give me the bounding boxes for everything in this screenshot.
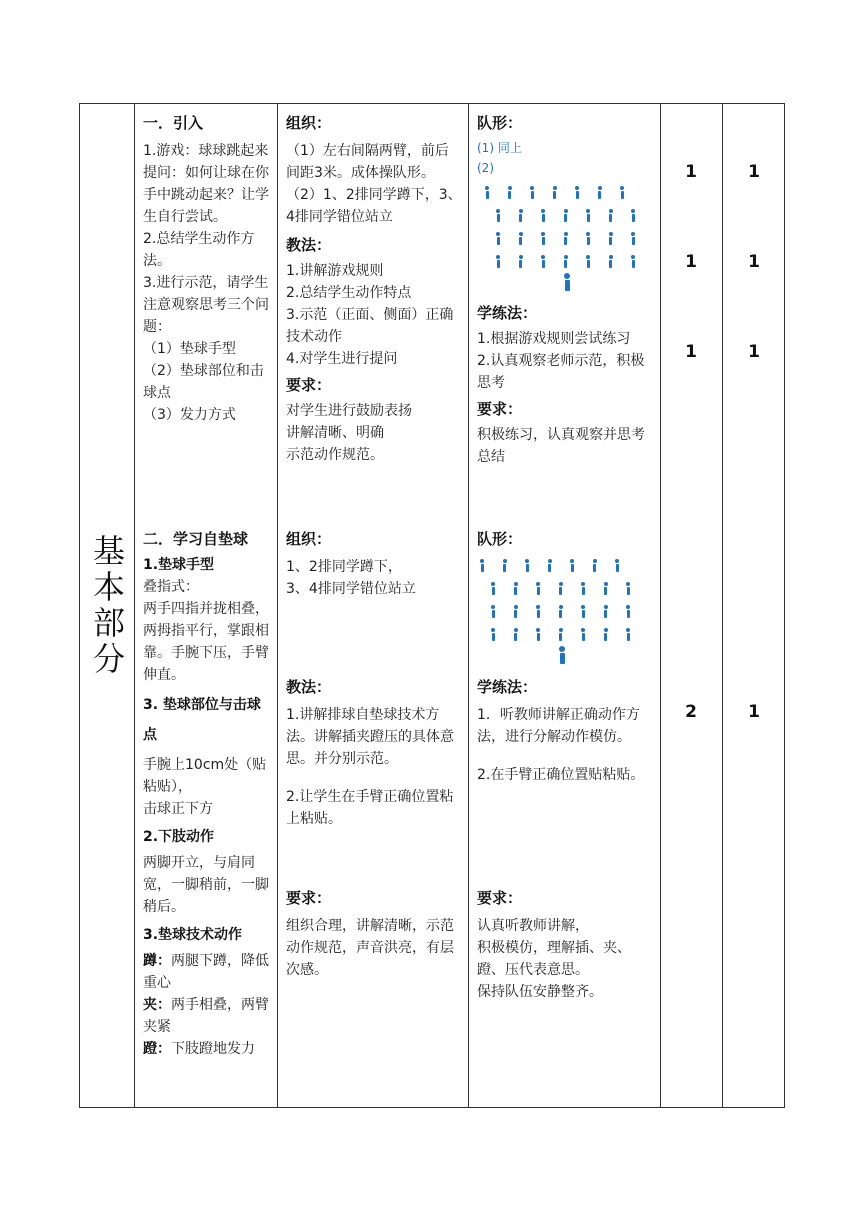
- technique-value: 两手相叠，两臂夹紧: [143, 997, 269, 1035]
- content-line: 1.游戏：球球跳起来: [143, 143, 269, 159]
- technique-key: 蹬：: [143, 1041, 171, 1057]
- technique-item: [143, 1038, 271, 1060]
- part2-content: [143, 528, 271, 1060]
- content-line: （3）发力方式: [143, 407, 236, 423]
- teacher-line: （1）左右间隔两臂，前后间距3米。成体操队形。: [286, 143, 449, 181]
- person-icon: [603, 605, 609, 619]
- student-line: 2.在手臂正确位置贴粘贴。: [477, 767, 645, 783]
- person-icon: [502, 559, 508, 573]
- person-icon: [625, 582, 631, 596]
- person-icon: [585, 209, 591, 223]
- content-line: 两手四指并拢相叠，两拇指平行，掌跟相靠。手腕下压，手臂伸直。: [143, 601, 269, 683]
- student-line: 1．听教师讲解正确动作方法，进行分解动作模仿。: [477, 707, 640, 745]
- person-icon: [603, 628, 609, 642]
- teacher-line: 3.示范（正面、侧面）正确技术动作: [286, 307, 454, 345]
- part2-teacher-method: [286, 676, 462, 830]
- teacher-line: （2）1、2排同学蹲下，3、4排同学错位站立: [286, 187, 462, 225]
- person-icon: [513, 605, 519, 619]
- person-icon: [630, 255, 636, 269]
- person-icon: [608, 209, 614, 223]
- part2-student-method: [477, 676, 654, 786]
- content-line: 击球正下方: [143, 801, 213, 817]
- subheading: 2.下肢动作: [143, 829, 215, 845]
- part2-teacher-org: [286, 528, 462, 600]
- person-icon: [518, 232, 524, 246]
- person-icon: [597, 186, 603, 200]
- teacher-line: 对学生进行鼓励表扬: [286, 403, 412, 419]
- formation-heading: 队形：: [477, 114, 523, 132]
- formation-heading: 队形：: [477, 530, 523, 548]
- teacher-line: 3、4排同学错位站立: [286, 581, 416, 597]
- person-icon: [563, 232, 569, 246]
- person-icon: [490, 605, 496, 619]
- person-icon: [608, 255, 614, 269]
- section-label-cell: [80, 104, 134, 1107]
- person-icon: [574, 186, 580, 200]
- person-icon: [580, 605, 586, 619]
- part1-teacher: [286, 112, 462, 466]
- method-heading: 教法：: [286, 678, 332, 696]
- person-icon: [540, 232, 546, 246]
- person-icon: [529, 186, 535, 200]
- person-icon: [484, 186, 490, 200]
- person-icon: [625, 628, 631, 642]
- technique-item: [143, 994, 271, 1038]
- method-heading: 学练法：: [477, 304, 538, 322]
- subheading: 3. 垫球部位与击球点: [143, 697, 261, 743]
- subheading: 3.垫球技术动作: [143, 927, 243, 943]
- person-icon: [518, 255, 524, 269]
- count-value: 1: [748, 702, 760, 722]
- teacher-line: 1.讲解游戏规则: [286, 263, 384, 279]
- content-line: 2.总结学生动作方法。: [143, 231, 255, 269]
- person-icon: [535, 582, 541, 596]
- organization-heading: 组织：: [286, 114, 332, 132]
- organization-heading: 组织：: [286, 530, 332, 548]
- requirement-heading: 要求：: [477, 889, 523, 907]
- person-icon: [608, 232, 614, 246]
- person-icon: [540, 209, 546, 223]
- teacher-column: [278, 104, 468, 1107]
- part1-title: 一．引入: [143, 114, 204, 132]
- teacher-line: 1.讲解排球自垫球技术方法。讲解插夹蹬压的具体意思。并分别示范。: [286, 707, 454, 767]
- student-line: 积极练习，认真观察并思考总结: [477, 427, 645, 465]
- technique-value: 下肢蹬地发力: [171, 1041, 255, 1057]
- content-line: 两脚开立，与肩同宽，一脚稍前，一脚稍后。: [143, 855, 269, 915]
- formation-note: (2): [477, 161, 494, 175]
- part1-content: [143, 112, 271, 426]
- part2-student-requirement: [477, 887, 654, 1003]
- student-line: 保持队伍安静整齐。: [477, 984, 603, 1000]
- person-icon: [630, 232, 636, 246]
- part1-student-formation: [477, 112, 654, 178]
- person-icon: [540, 255, 546, 269]
- person-icon: [569, 559, 575, 573]
- technique-value: 两腿下蹲，降低重心: [143, 953, 269, 991]
- technique-key: 夹：: [143, 997, 171, 1013]
- content-line: 3.进行示范，请学生注意观察思考三个问题：: [143, 275, 269, 335]
- teacher-line: 讲解清晰、明确: [286, 425, 384, 441]
- time-value: 2: [685, 702, 697, 722]
- person-icon: [585, 255, 591, 269]
- technique-key: 蹲：: [143, 953, 171, 969]
- person-icon: [552, 186, 558, 200]
- time-value: 1: [685, 162, 697, 182]
- requirement-heading: 要求：: [477, 400, 523, 418]
- count-value: 1: [748, 162, 760, 182]
- person-icon: [518, 209, 524, 223]
- person-icon: [513, 628, 519, 642]
- person-icon: [507, 186, 513, 200]
- subheading: 1.垫球手型: [143, 557, 215, 573]
- part2-student-formation: [477, 528, 654, 550]
- person-icon: [524, 559, 530, 573]
- teacher-icon: [558, 646, 566, 664]
- person-icon: [535, 628, 541, 642]
- person-icon: [630, 209, 636, 223]
- person-icon: [625, 605, 631, 619]
- part2-title: 二．学习自垫球: [143, 530, 249, 548]
- person-icon: [614, 559, 620, 573]
- student-line: 认真听教师讲解，: [477, 918, 589, 934]
- person-icon: [495, 255, 501, 269]
- person-icon: [558, 628, 564, 642]
- person-icon: [619, 186, 625, 200]
- teacher-line: 4.对学生进行提问: [286, 351, 398, 367]
- requirement-heading: 要求：: [286, 376, 332, 394]
- person-icon: [495, 209, 501, 223]
- technique-item: [143, 950, 271, 994]
- requirement-heading: 要求：: [286, 889, 332, 907]
- person-icon: [592, 559, 598, 573]
- person-icon: [513, 582, 519, 596]
- person-icon: [580, 582, 586, 596]
- person-icon: [490, 582, 496, 596]
- method-heading: 学练法：: [477, 678, 538, 696]
- count-value: 1: [748, 342, 760, 362]
- person-icon: [547, 559, 553, 573]
- lesson-plan-table: [79, 103, 785, 1108]
- content-line: 手腕上10cm处（贴粘贴），: [143, 757, 267, 795]
- content-line: （2）垫球部位和击球点: [143, 363, 264, 401]
- content-line: 叠指式：: [143, 579, 199, 595]
- teacher-line: 2.总结学生动作特点: [286, 285, 412, 301]
- section-label: 基本部分: [88, 533, 126, 678]
- person-icon: [563, 209, 569, 223]
- person-icon: [495, 232, 501, 246]
- content-line: （1）垫球手型: [143, 341, 236, 357]
- person-icon: [535, 605, 541, 619]
- person-icon: [585, 232, 591, 246]
- person-icon: [479, 559, 485, 573]
- student-line: 1.根据游戏规则尝试练习: [477, 331, 631, 347]
- part2-teacher-requirement: [286, 887, 462, 981]
- part1-student-method: [477, 302, 654, 468]
- time-value: 1: [685, 252, 697, 272]
- content-line: 提问：如何让球在你手中跳动起来？让学生自行尝试。: [143, 165, 269, 225]
- person-icon: [603, 582, 609, 596]
- teacher-line: 1、2排同学蹲下，: [286, 559, 402, 575]
- person-icon: [558, 582, 564, 596]
- person-icon: [580, 628, 586, 642]
- method-heading: 教法：: [286, 236, 332, 254]
- student-line: 积极模仿，理解插、夹、蹬、压代表意思。: [477, 940, 631, 978]
- student-column: [469, 104, 660, 1107]
- person-icon: [563, 255, 569, 269]
- student-line: 2.认真观察老师示范，积极思考: [477, 353, 645, 391]
- teacher-line: 2.让学生在手臂正确位置粘上粘贴。: [286, 789, 454, 827]
- teacher-line: 示范动作规范。: [286, 447, 384, 463]
- person-icon: [490, 628, 496, 642]
- formation-note: (1) 同上: [477, 141, 522, 155]
- teacher-icon: [563, 273, 571, 291]
- person-icon: [558, 605, 564, 619]
- time-value: 1: [685, 342, 697, 362]
- teacher-line: 组织合理，讲解清晰，示范动作规范，声音洪亮，有层次感。: [286, 918, 454, 978]
- content-column: [135, 104, 277, 1107]
- count-value: 1: [748, 252, 760, 272]
